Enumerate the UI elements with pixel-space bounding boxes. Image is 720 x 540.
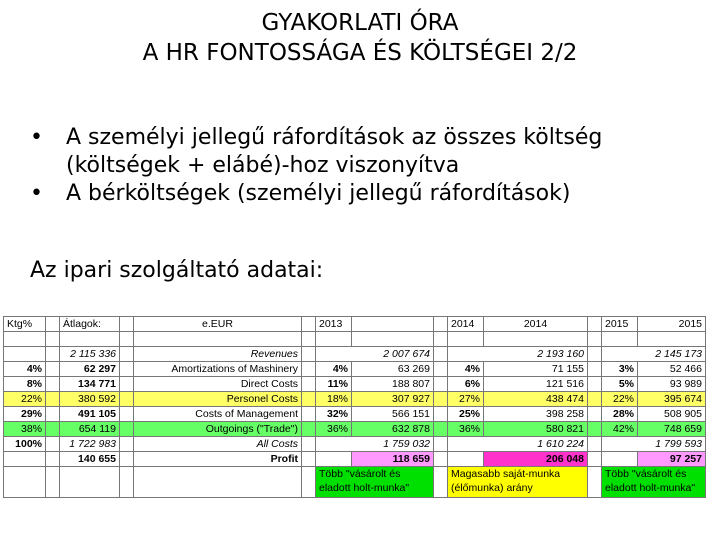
bullet-item — [30, 124, 710, 180]
pct-2013: 36% — [316, 422, 352, 437]
val-2013: 566 151 — [352, 407, 434, 422]
revenues-label: Revenues — [134, 347, 302, 362]
pct-2014: 27% — [448, 392, 484, 407]
atlag-cell: 134 771 — [60, 377, 120, 392]
slide-title-line1: GYAKORLATI ÓRA — [261, 10, 459, 36]
row-label: Outgoings ("Trade") — [134, 422, 302, 437]
table-row — [4, 377, 706, 392]
atlag-cell: 1 722 983 — [60, 437, 120, 452]
table-row-revenues — [4, 347, 706, 362]
val-2014: 438 474 — [484, 392, 588, 407]
revenues-atlag: 2 115 336 — [60, 347, 120, 362]
val-2014: 398 258 — [484, 407, 588, 422]
profit-2014: 206 048 — [484, 452, 588, 467]
note-2013: Több "vásárolt és eladott holt-munka" — [316, 467, 434, 498]
pct-2015: 5% — [602, 377, 638, 392]
bullet-dot-icon: • — [30, 125, 43, 150]
table-row — [4, 407, 706, 422]
val-2014: 121 516 — [484, 377, 588, 392]
table-row-notes — [4, 467, 706, 498]
val-2013: 632 878 — [352, 422, 434, 437]
ktg-cell: 38% — [4, 422, 46, 437]
pct-2013: 11% — [316, 377, 352, 392]
row-label: Costs of Management — [134, 407, 302, 422]
pct-2015: 3% — [602, 362, 638, 377]
note-2014: Magasabb saját-munka (élőmunka) arány — [448, 467, 588, 498]
header-eur: e.EUR — [134, 317, 302, 332]
profit-label: Profit — [134, 452, 302, 467]
pct-2015: 42% — [602, 422, 638, 437]
bullet-item — [30, 180, 710, 208]
ktg-cell: 22% — [4, 392, 46, 407]
val-2013: 1 759 032 — [316, 437, 434, 452]
val-2015: 93 989 — [638, 377, 706, 392]
pct-2013: 4% — [316, 362, 352, 377]
val-2013: 307 927 — [352, 392, 434, 407]
val-2014: 580 821 — [484, 422, 588, 437]
profit-atlag: 140 655 — [60, 452, 120, 467]
pct-2013: 32% — [316, 407, 352, 422]
header-2014-pct: 2014 — [448, 317, 484, 332]
val-2015: 395 674 — [638, 392, 706, 407]
row-label: Personel Costs — [134, 392, 302, 407]
table-row-outgoings — [4, 422, 706, 437]
atlag-cell: 491 105 — [60, 407, 120, 422]
ktg-cell: 4% — [4, 362, 46, 377]
pct-2015: 28% — [602, 407, 638, 422]
bullet-text-line: A bérköltségek (személyi jellegű ráfordítások) — [66, 181, 571, 206]
bullet-text-line: (költségek + elábé)-hoz viszonyítva — [66, 153, 460, 178]
header-2015: 2015 — [638, 317, 706, 332]
pct-2014: 6% — [448, 377, 484, 392]
header-atlag: Átlagok: — [60, 317, 120, 332]
header-2015-pct: 2015 — [602, 317, 638, 332]
ktg-cell: 100% — [4, 437, 46, 452]
header-2013: 2013 — [316, 317, 352, 332]
pct-2013: 18% — [316, 392, 352, 407]
val-2015: 1 799 593 — [602, 437, 706, 452]
val-2013: 63 269 — [352, 362, 434, 377]
bullet-text-line: A személyi jellegű ráfordítások az összes költség — [66, 125, 603, 150]
revenues-2014: 2 193 160 — [448, 347, 588, 362]
row-label: All Costs — [134, 437, 302, 452]
note-2015: Több "vásárolt és eladott holt-munka" — [602, 467, 706, 498]
pct-2015: 22% — [602, 392, 638, 407]
bullet-list — [30, 124, 710, 208]
header-2014: 2014 — [484, 317, 588, 332]
row-label: Amortizations of Mashinery — [134, 362, 302, 377]
revenues-2015: 2 145 173 — [602, 347, 706, 362]
table-row — [4, 332, 706, 347]
cost-table — [3, 316, 706, 498]
val-2015: 508 905 — [638, 407, 706, 422]
header-ktg: Ktg% — [4, 317, 46, 332]
atlag-cell: 380 592 — [60, 392, 120, 407]
row-label: Direct Costs — [134, 377, 302, 392]
bullet-dot-icon: • — [30, 181, 43, 206]
subheading: Az ipari szolgáltató adatai: — [30, 258, 324, 283]
val-2014: 71 155 — [484, 362, 588, 377]
table-row-personel — [4, 392, 706, 407]
profit-2013: 118 659 — [352, 452, 434, 467]
ktg-cell: 29% — [4, 407, 46, 422]
table-row — [4, 362, 706, 377]
pct-2014: 36% — [448, 422, 484, 437]
pct-2014: 4% — [448, 362, 484, 377]
val-2015: 52 466 — [638, 362, 706, 377]
table-header-row — [4, 317, 706, 332]
slide-title-line2: A HR FONTOSSÁGA ÉS KÖLTSÉGEI 2/2 — [142, 40, 578, 66]
val-2013: 188 807 — [352, 377, 434, 392]
revenues-2013: 2 007 674 — [316, 347, 434, 362]
table-row-profit — [4, 452, 706, 467]
val-2014: 1 610 224 — [448, 437, 588, 452]
atlag-cell: 654 119 — [60, 422, 120, 437]
table-row-all-costs — [4, 437, 706, 452]
pct-2014: 25% — [448, 407, 484, 422]
ktg-cell: 8% — [4, 377, 46, 392]
slide-title — [0, 8, 720, 68]
atlag-cell: 62 297 — [60, 362, 120, 377]
val-2015: 748 659 — [638, 422, 706, 437]
profit-2015: 97 257 — [638, 452, 706, 467]
